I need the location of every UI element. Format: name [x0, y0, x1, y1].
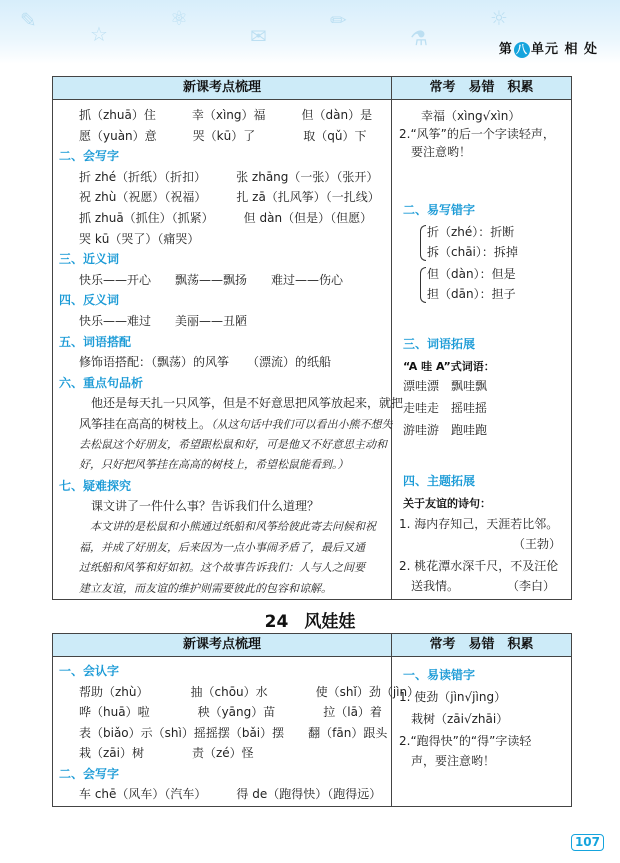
analysis-line: 本文讲的是松鼠和小熊通过纸船和风筝给彼此寄去问候和祝 [79, 520, 376, 533]
top-review-box [52, 76, 572, 600]
content-line: 快乐——开心 飘荡——飘扬 难过——伤心 [79, 272, 344, 287]
page-number: 107 [571, 834, 604, 851]
book-doodle-icon: ✉ [250, 24, 267, 48]
right-line: 漂哇漂 飘哇飘 [403, 379, 488, 393]
content-line: 修饰语搭配：（飘荡）的风筝 （漂流）的纸船 [79, 355, 332, 370]
flask-doodle-icon: ⚗ [410, 26, 428, 50]
star-doodle-icon: ☆ [90, 22, 108, 46]
poem-title: 关于友谊的诗句： [403, 497, 491, 510]
section-heading: 二、易写错字 [403, 203, 476, 217]
right-line: 1. 海内存知己，天涯若比邻。 [399, 517, 559, 531]
left-column-title: 新课考点梳理 [53, 634, 391, 657]
content-line: 表（biǎo）示（shì）摇摇摆（bǎi）摆 翻（fān）跟头 [79, 725, 388, 740]
content-line: 抓 zhuā（抓住）（抓紧） 但 dàn（但是）（但愿） [79, 211, 373, 225]
section-heading: 五、词语搭配 [59, 334, 132, 349]
analysis-line: 福，并成了好朋友，后来因为一点小事闹矛盾了，最后又通 [79, 540, 365, 554]
word-pattern-title: “A 哇 A”式词语： [403, 360, 495, 373]
quoted-sentence: 风筝挂在高高的树枝上。 [79, 417, 212, 431]
left-column-title: 新课考点梳理 [53, 77, 391, 100]
right-line: 2.“跑得快”的“得”字读轻 [399, 734, 532, 748]
bottom-review-box [52, 633, 572, 807]
sun-doodle-icon: ☼ [490, 6, 508, 30]
section-heading: 二、会写字 [59, 766, 120, 781]
analysis-note: （从这句话中我们可以看出小熊不想失 [211, 418, 393, 431]
right-line: 游哇游 跑哇跑 [403, 423, 488, 437]
column-divider [391, 77, 392, 599]
content-line: 栽（zāi）树 责（zé）怪 [79, 746, 254, 760]
right-line: 送我情。 （李白） [399, 579, 556, 593]
atom-doodle-icon: ⚛ [170, 6, 188, 30]
ruler-doodle-icon: ✎ [20, 8, 37, 32]
column-divider [391, 634, 392, 806]
section-heading: 三、近义词 [59, 252, 120, 267]
right-line: 2. 桃花潭水深千尺，不及汪伦 [399, 559, 559, 573]
section-heading: 六、重点句品析 [59, 375, 144, 390]
section-heading: 七、疑难探究 [59, 478, 132, 493]
right-line: 1. 使劲（jìn√jìng） [399, 690, 507, 704]
analysis-line: 过纸船和风筝和好如初。这个故事告诉我们：人与人之间要 [79, 561, 365, 575]
content-line: 祝 zhù（祝愿）（祝福） 扎 zā（扎风筝）（一扎线） [79, 190, 380, 205]
section-heading: 三、词语拓展 [403, 337, 476, 351]
right-line: 栽树（zāi√zhāi） [399, 712, 509, 726]
lesson-name: 风娃娃 [304, 612, 356, 632]
analysis-line: 建立友谊，而友谊的维护则需要彼此的包容和谅解。 [79, 581, 332, 595]
content-line: 哭 kū（哭了）（痛哭） [79, 231, 200, 246]
content-line: 快乐——难过 美丽——丑陋 [79, 314, 248, 328]
analysis-line: 好，只好把风筝挂在高高的树枝上，希望松鼠能看到。） [79, 458, 349, 472]
lesson-title [0, 607, 620, 632]
right-line: 折（zhé）：折断 [427, 225, 515, 239]
content-line: 帮助（zhù） 抽（chōu）水 使（shǐ）劲（jìn） [79, 684, 420, 699]
right-line: 走哇走 摇哇摇 [403, 401, 488, 415]
section-heading: 四、反义词 [59, 293, 120, 308]
section-heading: 四、主题拓展 [403, 474, 476, 488]
unit-number-badge: 八 [515, 43, 528, 56]
section-heading: 一、会认字 [59, 664, 120, 678]
analysis-line: 去松鼠这个好朋友，希望跟松鼠和好，可是他又不好意思主动和 [79, 437, 387, 451]
right-line: 但（dàn）：但是 [427, 267, 516, 281]
unit-tag: 第 八 单元 相 处 [498, 42, 598, 57]
content-line: 车 chē（风车）（汽车） 得 de（跑得快）（跑得远） [79, 787, 382, 801]
lesson-number: 24 [264, 612, 289, 632]
right-line: 拆（chāi）：拆掉 [427, 245, 518, 259]
content-line: 哗（huā）啦 秧（yāng）苗 拉（lā）着 [79, 705, 382, 719]
right-line: 担（dān）：担子 [427, 287, 516, 301]
content-line: 愿（yuàn）意 哭（kū）了 取（qǔ）下 [79, 128, 367, 143]
right-line: 幸福（xìng√xìn） [421, 109, 521, 123]
right-column-title: 常考 易错 积累 [392, 634, 571, 657]
right-column-title: 常考 易错 积累 [392, 77, 571, 100]
pencil-doodle-icon: ✏ [330, 8, 347, 32]
analysis-line [79, 415, 393, 434]
content-line: 折 zhé（折纸）（折扣） 张 zhāng（一张）（张开） [79, 169, 379, 184]
right-line: 声，要注意哟！ [399, 754, 496, 768]
right-line: （王勃） [399, 537, 562, 551]
content-line: 课文讲了一件什么事？告诉我们什么道理？ [79, 499, 320, 514]
section-heading: 一、易读错字 [403, 668, 476, 682]
right-line: 要注意哟！ [399, 145, 472, 159]
section-heading: 二、会写字 [59, 149, 120, 164]
content-line: 抓（zhuā）住 幸（xìng）福 但（dàn）是 [79, 108, 373, 122]
right-line: 2.“风筝”的后一个字读轻声， [399, 127, 555, 141]
content-line: 他还是每天扎一只风筝，但是不好意思把风筝放起来，就把 [79, 396, 404, 411]
brace-mark [420, 267, 426, 303]
brace-mark [420, 225, 426, 261]
